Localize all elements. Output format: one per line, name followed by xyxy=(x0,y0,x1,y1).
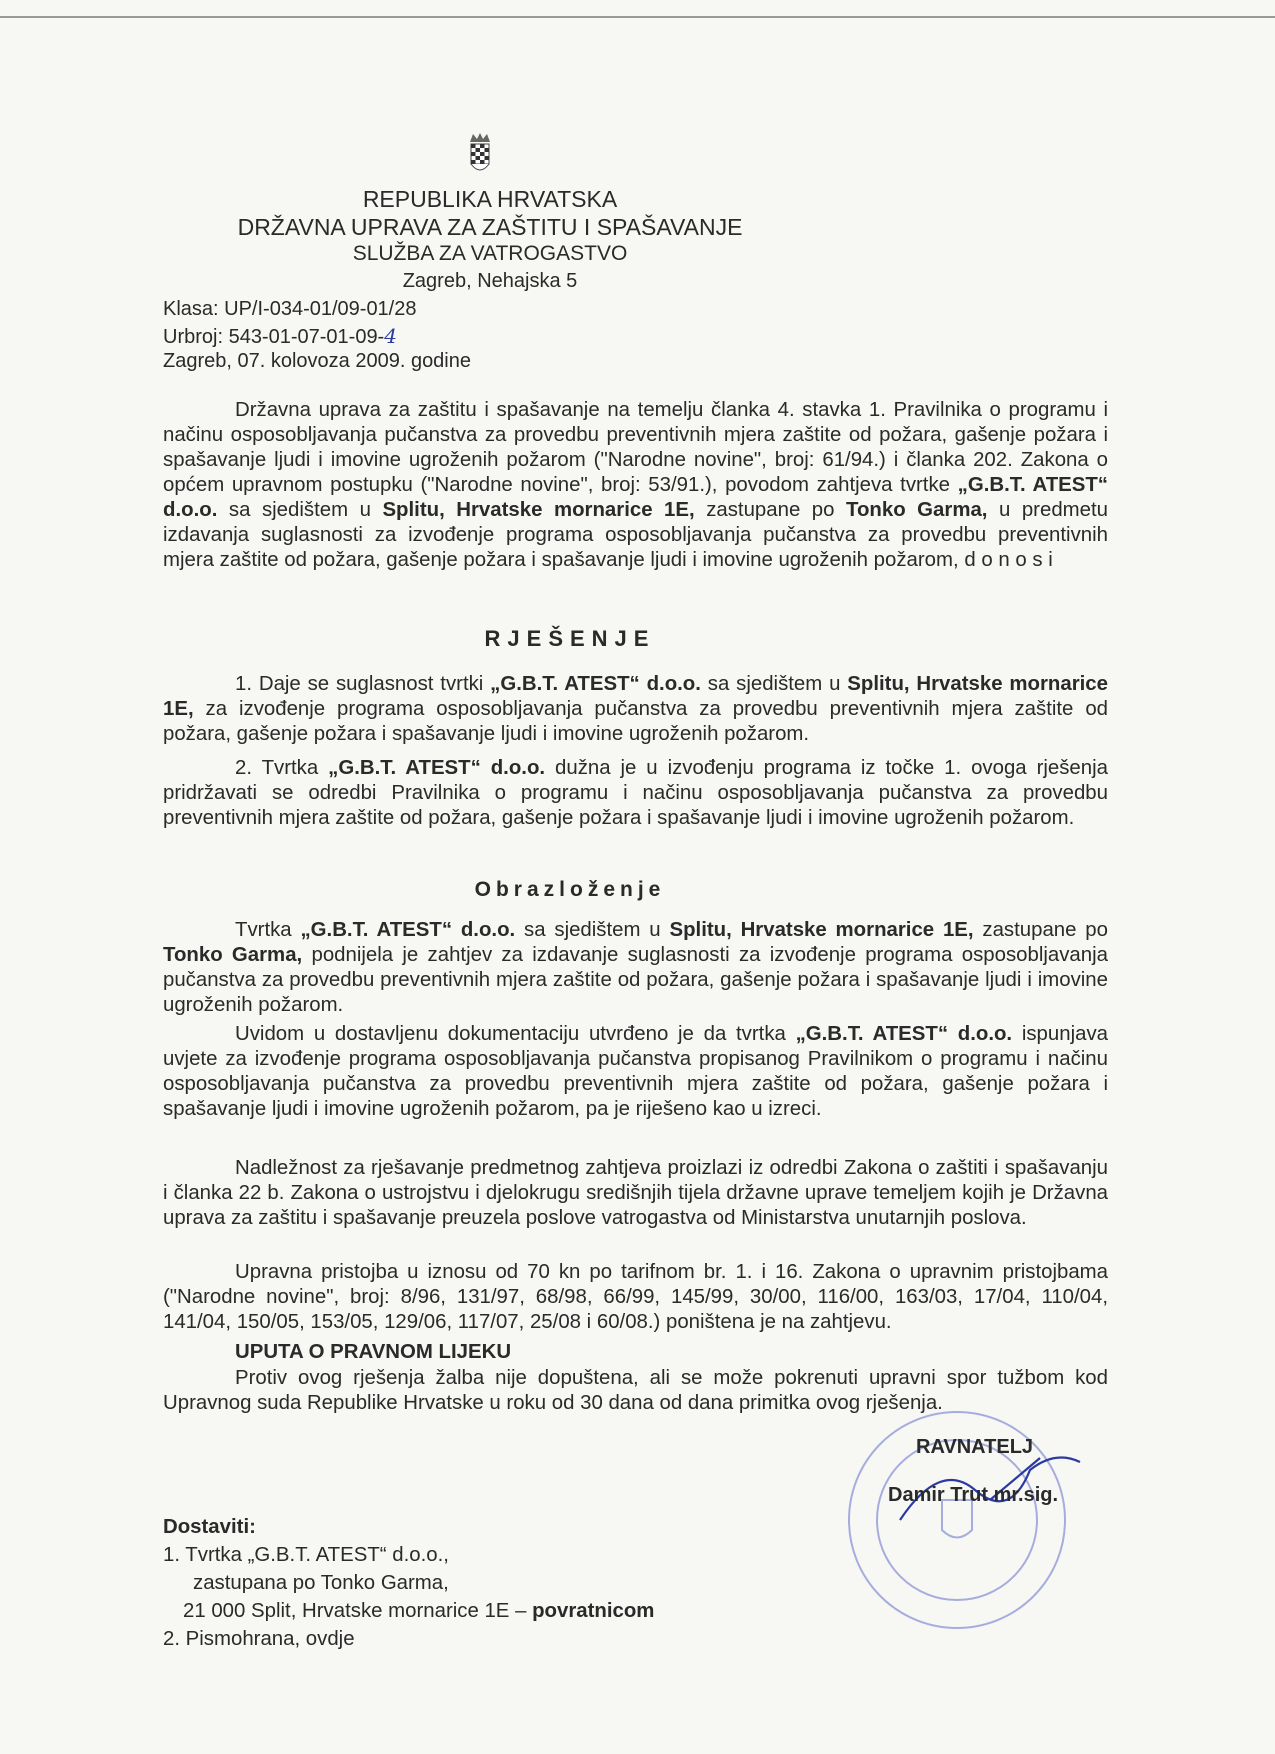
dostaviti-item-2: 2. Pismohrana, ovdje xyxy=(163,1628,355,1650)
uputa-title: UPUTA O PRAVNOM LIJEKU xyxy=(235,1341,512,1363)
header-republic: REPUBLIKA HRVATSKA xyxy=(362,186,618,212)
urbroj-handwritten: 4 xyxy=(384,324,397,348)
rjesenje-title: RJEŠENJE xyxy=(484,626,656,651)
header-authority: DRŽAVNA UPRAVA ZA ZAŠTITU I SPAŠAVANJE xyxy=(237,214,743,240)
urbroj-line: Urbroj: 543-01-07-01-09-4 xyxy=(163,324,397,348)
signatory-role: RAVNATELJ xyxy=(916,1436,1034,1458)
date-line: Zagreb, 07. kolovoza 2009. godine xyxy=(163,350,471,372)
intro-paragraph: Državna uprava za zaštitu i spašavanje na temelju članka 4. stavka 1. Pravilnika o programu i načinu osposobljavanja pučanstva za provedbu preventivnih mjera zaštite od požara, gašenje požara i spašavanje ljudi i imovine ugroženih požarom ("Narodne novine", broj: 61/94.) i članka 202. Zakona o općem upravnom postupku ("Narodne novine", broj: 53/91.), povodom zahtjeva tvrtke „G.B.T. ATEST“ d.o.o. sa sjedištem u Splitu, Hrvatske mornarice 1E, zastupane po Tonko Garma, u predmetu izdavanja suglasnosti za izvođenje programa osposobljavanja pučanstva za provedbu preventivnih mjera zaštite od požara, gašenje požara i spašavanje ljudi i imovine ugroženih požarom, d o n o s i xyxy=(163,399,1108,571)
obrazlozenje-paragraph-3: Nadležnost za rješavanje predmetnog zahtjeva proizlazi iz odredbi Zakona o zaštiti i spašavanju i članka 22 b. Zakona o ustrojstvu i djelokrugu središnjih tijela državne uprave temeljem kojih je Državna uprava za zaštitu i spašavanje preuzela poslove vatrogastva od Ministarstva unutarnjih poslova. xyxy=(163,1157,1108,1229)
rjesenje-item-2: 2. Tvrtka „G.B.T. ATEST“ d.o.o. dužna je u izvođenju programa iz točke 1. ovoga rješenja pridržavati se odredbi Pravilnika o programu i načinu osposobljavanja pučanstva za provedbu preventivnih mjera zaštite od požara, gašenje požara i spašavanje ljudi i imovine ugroženih požarom. xyxy=(163,757,1108,829)
obrazlozenje-paragraph-2: Uvidom u dostavljenu dokumentaciju utvrđeno je da tvrtka „G.B.T. ATEST“ d.o.o. ispunjava uvjete za izvođenje programa osposobljavanja pučanstva propisanog Pravilnikom o programu i načinu osposobljavanja pučanstva za provedbu preventivnih mjera zaštite od požara, gašenje požara i spašavanje ljudi i imovine ugroženih požarom, pa je riješeno kao u izreci. xyxy=(163,1023,1108,1120)
header-address: Zagreb, Nehajska 5 xyxy=(402,270,578,292)
coat-of-arms-icon xyxy=(468,132,492,176)
obrazlozenje-paragraph-1: Tvrtka „G.B.T. ATEST“ d.o.o. sa sjedištem u Splitu, Hrvatske mornarice 1E, zastupane po Tonko Garma, podnijela je zahtjev za izdavanje suglasnosti za izvođenje programa osposobljavanja pučanstva za provedbu preventivnih mjera zaštite od požara, gašenje požara i spašavanje ljudi i imovine ugroženih požarom. xyxy=(163,919,1108,1016)
rjesenje-item-1: 1. Daje se suglasnost tvrtki „G.B.T. ATEST“ d.o.o. sa sjedištem u Splitu, Hrvatske mornarice 1E, za izvođenje programa osposobljavanja pučanstva za provedbu preventivnih mjera zaštite od požara, gašenje požara i spašavanje ljudi i imovine ugroženih požarom. xyxy=(163,673,1108,745)
dostaviti-item-1-line-2: zastupana po Tonko Garma, xyxy=(193,1572,449,1594)
header-service: SLUŽBA ZA VATROGASTVO xyxy=(352,242,628,265)
signatory-name: Damir Trut mr.sig. xyxy=(888,1484,1059,1506)
obrazlozenje-paragraph-4: Upravna pristojba u iznosu od 70 kn po tarifnom br. 1. i 16. Zakona o upravnim pristojbama ("Narodne novine", broj: 8/96, 131/97, 68/98, 66/99, 145/99, 30/00, 116/00, 163/03, 17/04, 110/04, 141/04, 150/05, 153/05, 129/06, 117/07, 25/08 i 60/08.) poništena je na zahtjevu. xyxy=(163,1261,1108,1333)
klasa-line: Klasa: UP/I-034-01/09-01/28 xyxy=(163,298,417,320)
obrazlozenje-title: Obrazloženje xyxy=(474,878,666,901)
dostaviti-item-1-line-1: 1. Tvrtka „G.B.T. ATEST“ d.o.o., xyxy=(163,1544,449,1566)
scan-edge-line xyxy=(0,16,1275,18)
dostaviti-title: Dostaviti: xyxy=(163,1516,256,1538)
uputa-paragraph: Protiv ovog rješenja žalba nije dopuštena, ali se može pokrenuti upravni spor tužbom kod Upravnog suda Republike Hrvatske u roku od 30 dana od dana primitka ovog rješenja. xyxy=(163,1367,1108,1414)
dostaviti-item-1-line-3: 21 000 Split, Hrvatske mornarice 1E – povratnicom xyxy=(183,1600,655,1622)
